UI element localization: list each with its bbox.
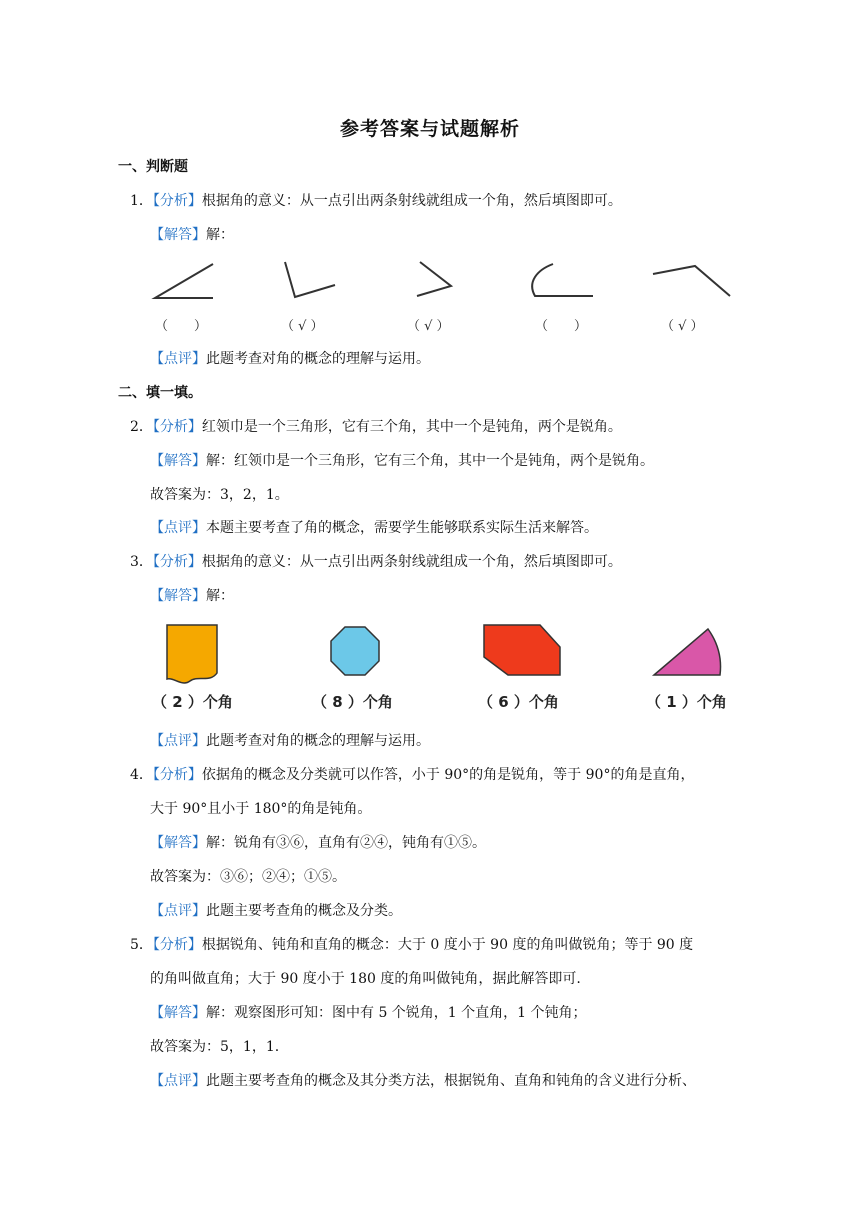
comment-tag: 【点评】 <box>150 903 206 919</box>
q1-angle-figures <box>145 252 745 342</box>
q1-mark-5: （ √ ） <box>661 319 704 334</box>
question-number: 5． <box>130 937 153 953</box>
q3-comment <box>150 731 430 751</box>
q3-analysis <box>130 552 622 572</box>
q1-mark-4: （ ） <box>535 319 588 334</box>
q4-analysis-cont: 大于 90°且小于 180°的角是钝角。 <box>150 801 372 817</box>
comment-tag: 【点评】 <box>150 520 206 536</box>
q1-mark-2: （ √ ） <box>281 319 324 334</box>
answer-tag: 【解答】 <box>150 1005 206 1021</box>
answer-text: 解：锐角有③⑥，直角有②④，钝角有①⑤。 <box>206 835 486 851</box>
answer-text: 解： <box>206 227 234 243</box>
angle-figure-2 <box>285 262 335 297</box>
question-number: 3． <box>130 554 153 570</box>
comment-tag: 【点评】 <box>150 1073 206 1089</box>
q4-comment <box>150 901 402 921</box>
q2-result: 故答案为：3，2，1。 <box>150 487 289 503</box>
page-title: 参考答案与试题解析 <box>339 118 520 140</box>
comment-text: 此题主要考查角的概念及分类。 <box>206 903 402 919</box>
answer-text: 解： <box>206 588 234 604</box>
q3-count-4: （ 1 ）个角 <box>646 693 727 711</box>
q3-count-3: （ 6 ）个角 <box>478 693 559 711</box>
q3-answer <box>150 586 234 606</box>
analysis-text: 根据角的意义：从一点引出两条射线就组成一个角，然后填图即可。 <box>201 554 622 570</box>
curve-figure-4 <box>532 264 593 296</box>
answer-tag: 【解答】 <box>150 588 206 604</box>
q5-comment <box>150 1071 696 1091</box>
q4-result: 故答案为：③⑥；②④；①⑤。 <box>150 869 346 885</box>
analysis-text: 根据锐角、钝角和直角的概念：大于 0 度小于 90 度的角叫做锐角；等于 90 度 <box>201 937 694 953</box>
q2-comment <box>150 518 598 538</box>
q3-shape-figures <box>140 615 740 720</box>
angle-figure-3 <box>417 262 451 296</box>
q5-answer <box>150 1003 587 1023</box>
q4-analysis <box>130 765 694 785</box>
answer-tag: 【解答】 <box>150 835 206 851</box>
q4-answer <box>150 833 486 853</box>
analysis-text: 红领巾是一个三角形，它有三个角，其中一个是钝角，两个是锐角。 <box>201 419 622 435</box>
comment-text: 此题考查对角的概念的理解与运用。 <box>206 733 430 749</box>
q1-answer <box>150 225 234 245</box>
section-heading-fill: 二、填一填。 <box>118 385 202 401</box>
sector-shape <box>654 629 721 675</box>
analysis-text: 根据角的意义：从一点引出两条射线就组成一个角，然后填图即可。 <box>201 193 622 209</box>
comment-text: 此题主要考查角的概念及其分类方法，根据锐角、直角和钝角的含义进行分析、 <box>206 1073 696 1089</box>
answer-tag: 【解答】 <box>150 453 206 469</box>
analysis-tag: 【分析】 <box>152 419 202 435</box>
q1-mark-1: （ ） <box>155 319 208 334</box>
curved-square-shape <box>167 625 217 683</box>
comment-text: 本题主要考查了角的概念，需要学生能够联系实际生活来解答。 <box>206 520 598 536</box>
question-number: 4． <box>130 767 153 783</box>
q2-answer <box>150 451 654 471</box>
q1-mark-3: （ √ ） <box>407 319 450 334</box>
angle-figure-1 <box>155 264 213 298</box>
q2-analysis <box>130 417 622 437</box>
q5-result: 故答案为：5，1，1. <box>150 1039 280 1055</box>
answer-text: 解：红领巾是一个三角形，它有三个角，其中一个是钝角，两个是锐角。 <box>206 453 654 469</box>
analysis-tag: 【分析】 <box>152 937 202 953</box>
q5-analysis-cont: 的角叫做直角；大于 90 度小于 180 度的角叫做钝角，据此解答即可. <box>150 971 581 987</box>
comment-tag: 【点评】 <box>150 733 206 749</box>
octagon-shape <box>331 627 379 675</box>
section-heading-judge: 一、判断题 <box>118 159 188 175</box>
analysis-tag: 【分析】 <box>152 767 202 783</box>
analysis-tag: 【分析】 <box>152 193 202 209</box>
q3-count-1: （ 2 ）个角 <box>152 693 233 711</box>
q5-analysis <box>130 935 693 955</box>
question-number: 2． <box>130 419 153 435</box>
question-number: 1． <box>130 193 153 209</box>
comment-tag: 【点评】 <box>150 351 206 367</box>
q1-analysis <box>130 191 622 211</box>
q1-comment <box>150 349 430 369</box>
answer-tag: 【解答】 <box>150 227 206 243</box>
hexagon-shape <box>484 625 560 675</box>
answer-text: 解：观察图形可知：图中有 5 个锐角，1 个直角，1 个钝角； <box>206 1005 587 1021</box>
analysis-tag: 【分析】 <box>152 554 202 570</box>
angle-figure-5 <box>653 266 730 296</box>
q3-count-2: （ 8 ）个角 <box>312 693 393 711</box>
comment-text: 此题考查对角的概念的理解与运用。 <box>206 351 430 367</box>
analysis-text: 依据角的概念及分类就可以作答，小于 90°的角是锐角，等于 90°的角是直角， <box>201 767 695 783</box>
